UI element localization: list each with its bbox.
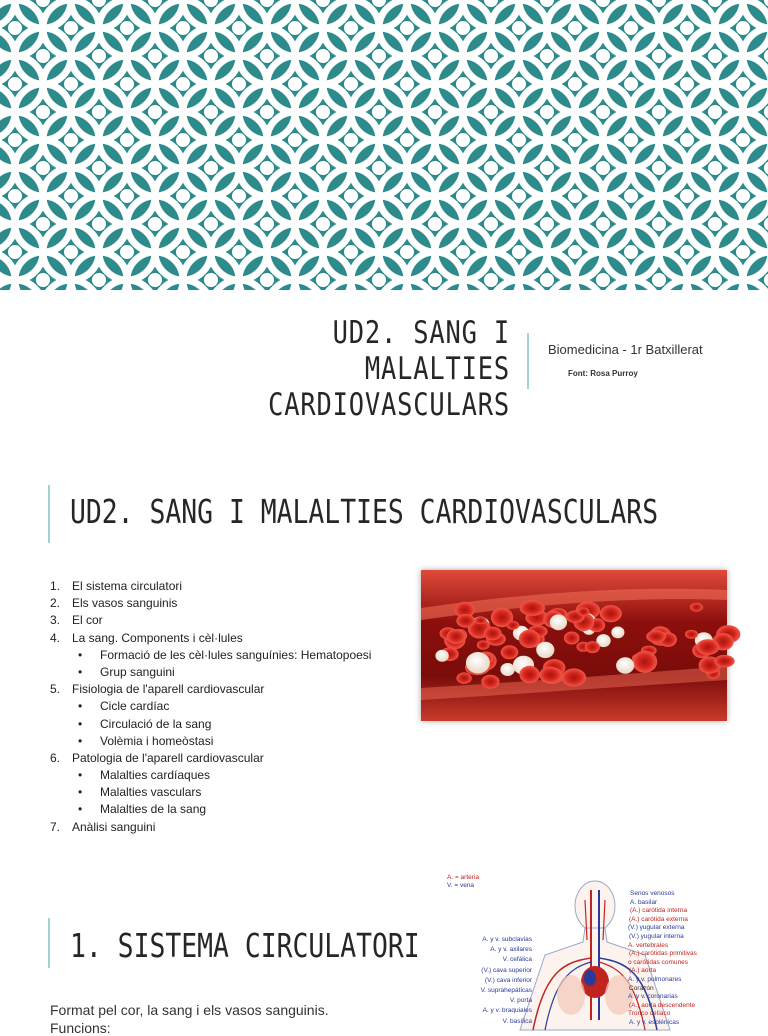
- toc-item-label: Fisiologia de l'aparell cardiovascular: [72, 682, 265, 697]
- slide-title: 1. SISTEMA CIRCULATORI: [70, 926, 420, 965]
- anatomy-label: Corazón: [629, 984, 654, 992]
- toc-subitem-label: Circulació de la sang: [100, 716, 212, 731]
- circulatory-system-slide: [0, 860, 768, 1036]
- red-blood-cell: [585, 641, 600, 653]
- red-blood-cell: [564, 632, 580, 645]
- anatomy-label: A. y v. pulmonares: [628, 976, 682, 983]
- bullet-icon: •: [78, 699, 83, 714]
- red-blood-cell: [456, 614, 475, 628]
- anatomy-label: Senos venosos: [630, 890, 675, 897]
- white-blood-cell: [550, 614, 567, 630]
- red-blood-cell: [481, 675, 499, 689]
- anatomy-label: (A.) aorta: [629, 967, 657, 975]
- white-blood-cell: [536, 642, 554, 658]
- body-text-line-2: Funcions:: [50, 1020, 111, 1036]
- anatomy-label: (A.) carótida interna: [630, 907, 688, 915]
- legend-vein: V. = vena: [447, 882, 475, 889]
- bullet-icon: •: [78, 785, 83, 800]
- presentation-title: [215, 315, 510, 423]
- anatomy-label: A. basilar: [630, 898, 658, 906]
- anatomy-label: (V.) yugular externa: [628, 924, 685, 932]
- toc-item-number: 4.: [50, 630, 61, 645]
- toc-subitem-label: Malalties vasculars: [100, 785, 202, 800]
- anatomy-label: A. y v. coronarias: [628, 993, 678, 1001]
- anatomy-label: A. y v. subclavias: [482, 936, 532, 943]
- red-blood-cell: [600, 605, 622, 622]
- red-blood-cell: [562, 668, 586, 686]
- slide-title: UD2. SANG I MALALTIES CARDIOVASCULARS: [70, 492, 659, 531]
- red-blood-cell: [685, 630, 698, 639]
- bullet-icon: •: [78, 733, 83, 748]
- toc-subitem-label: Formació de les cèl·lules sanguínies: Hematopoesi: [100, 647, 372, 662]
- red-blood-cell: [539, 667, 562, 684]
- toc-item-number: 7.: [50, 819, 61, 834]
- legend-artery: A. = arteria: [447, 874, 479, 881]
- red-blood-cell: [519, 666, 539, 683]
- circulatory-system-diagram: [445, 870, 745, 1030]
- toc-subitem-label: Volèmia i homeòstasi: [100, 733, 214, 748]
- anatomy-label: (A.) carótida externa: [629, 915, 688, 923]
- anatomy-label: (A.) carótidas primitivas: [629, 950, 697, 958]
- toc-item-label: La sang. Components i cèl·lules: [72, 630, 243, 645]
- white-blood-cell: [435, 650, 448, 662]
- contents-slide: [0, 440, 768, 860]
- red-blood-cell: [632, 651, 657, 673]
- toc-item-number: 5.: [50, 682, 61, 697]
- white-blood-cell: [611, 627, 624, 639]
- red-blood-cell: [714, 655, 735, 668]
- toc-item-label: Patologia de l'aparell cardiovascular: [72, 750, 264, 765]
- accent-divider: [48, 918, 50, 968]
- anatomy-label: Tronco celíaco: [628, 1010, 671, 1018]
- toc-subitem-label: Malalties cardíaques: [100, 768, 211, 783]
- anatomy-label: V. porta: [509, 997, 532, 1005]
- course-subtitle: Biomedicina - 1r Batxillerat: [548, 342, 703, 357]
- decorative-pattern: [0, 0, 768, 290]
- title-line-2: CARDIOVASCULARS: [268, 387, 510, 423]
- bullet-icon: •: [78, 647, 83, 662]
- toc-item-label: El sistema circulatori: [72, 579, 183, 593]
- toc-item-label: El cor: [72, 613, 103, 628]
- blood-vessel-image: [421, 570, 727, 721]
- anatomy-label: A. y v. axilares: [490, 946, 532, 954]
- title-line-1: UD2. SANG I MALALTIES: [332, 315, 510, 387]
- anatomy-label: (V.) cava superior: [481, 966, 532, 974]
- toc-item-number: 2.: [50, 596, 61, 611]
- white-blood-cell: [616, 657, 634, 673]
- red-blood-cell: [520, 600, 545, 616]
- toc-item-label: Anàlisi sanguini: [72, 819, 156, 834]
- red-blood-cell: [475, 617, 487, 625]
- author-credit: Font: Rosa Purroy: [568, 369, 638, 378]
- toc-item-number: 3.: [50, 613, 61, 628]
- toc-subitem-label: Grup sanguini: [100, 664, 175, 679]
- anatomy-label: V. suprahepáticas: [480, 987, 532, 994]
- red-blood-cell: [447, 629, 466, 644]
- white-blood-cell: [466, 652, 490, 674]
- toc-subitem-label: Cicle cardíac: [100, 699, 170, 714]
- anatomy-label: V. cefálica: [502, 956, 532, 964]
- toc-subitem-label: Malalties de la sang: [100, 802, 207, 817]
- anatomy-label: V. basílica: [502, 1017, 532, 1025]
- anatomy-label: A. y v. braquiales: [482, 1007, 532, 1015]
- toc-item-number: 6.: [50, 750, 61, 765]
- bullet-icon: •: [78, 664, 83, 679]
- white-blood-cell: [500, 663, 514, 676]
- toc-item-label: Els vasos sanguinis: [72, 596, 178, 611]
- anatomy-label: (A.) aorta descendente: [629, 1001, 696, 1009]
- red-blood-cell: [646, 630, 666, 642]
- anatomy-label: A. vertebrales: [628, 941, 669, 949]
- accent-divider: [527, 333, 529, 389]
- anatomy-label: o carótidas comunes: [628, 958, 688, 966]
- body-text-line-1: Format pel cor, la sang i els vasos sanguinis.: [50, 1002, 329, 1018]
- red-blood-cell: [456, 672, 471, 683]
- anatomy-label: (V.) cava inferior: [484, 976, 532, 984]
- toc-item-number: 1.: [50, 579, 61, 593]
- red-blood-cells-illustration: [421, 570, 727, 721]
- bullet-icon: •: [78, 802, 83, 817]
- red-blood-cell: [507, 621, 520, 630]
- red-blood-cell: [484, 627, 502, 641]
- red-blood-cell: [501, 645, 519, 659]
- red-blood-cell: [690, 603, 703, 612]
- title-slide: [0, 0, 768, 423]
- red-blood-cell: [477, 640, 490, 650]
- red-blood-cell: [578, 607, 590, 616]
- accent-divider: [48, 485, 50, 543]
- bullet-icon: •: [78, 768, 83, 783]
- circle-lattice-pattern: [0, 0, 768, 290]
- red-blood-cell: [696, 639, 719, 655]
- anatomy-label: (V.) yugular interna: [629, 933, 684, 940]
- bullet-icon: •: [78, 716, 83, 731]
- anatomy-label: A. y v. esplénicas: [629, 1019, 680, 1026]
- red-blood-cell: [519, 630, 540, 648]
